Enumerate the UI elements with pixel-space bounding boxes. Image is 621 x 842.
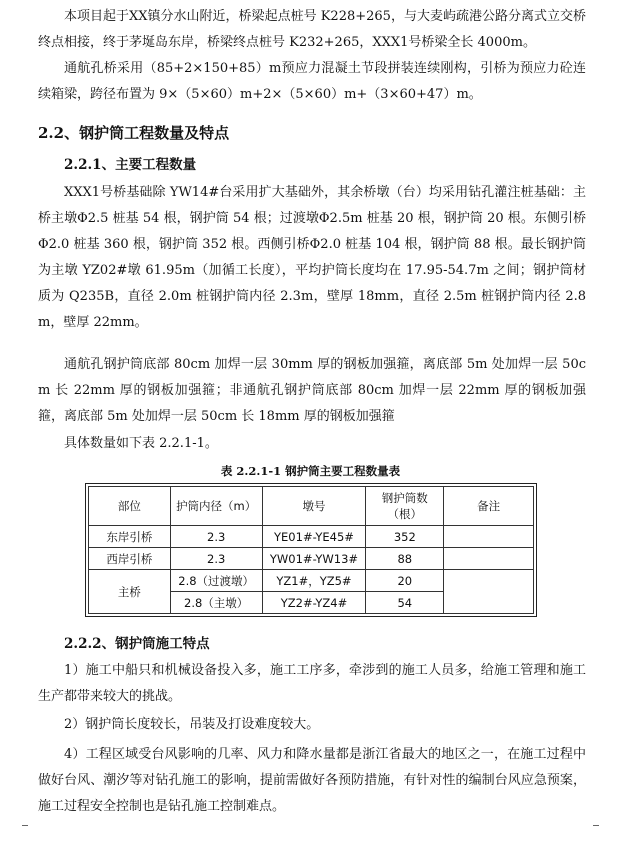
cell-note	[444, 570, 534, 614]
cell-pier: YZ1#，YZ5#	[262, 570, 366, 592]
cell-part: 东岸引桥	[89, 526, 171, 548]
table-row	[89, 570, 534, 592]
quantity-paragraph: XXX1号桥基础除 YW14#台采用扩大基础外，其余桥墩（台）均采用钻孔灌注桩基础：主桥主墩Φ2.5 桩基 54 根，钢护筒 54 根；过渡墩Φ2.5m 桩基 20 根，钢护筒 20 根。东侧引桥Φ2.0 桩基 360 根，钢护筒 352 根。西侧引桥Φ2.0 桩基 104 根，钢护筒 88 根。最长钢护筒为主墩 YZ02#墩 61.95m（加循工长度），平均护筒长度均在 17.95-54.7m 之间；钢护筒材质为 Q235B，直径 2.0m 桩钢护筒内径 2.3m，壁厚 18mm，直径 2.5m 桩钢护筒内径 2.8m，壁厚 22mm。	[38, 185, 586, 330]
intro-paragraph-1: 本项目起于XX镇分水山附近，桥梁起点桩号 K228+265，与大麦屿疏港公路分离式立交桥终点相接，终于茅埏岛东岸，桥梁终点桩号 K232+265，XXX1号桥梁全长 4000m。	[38, 9, 586, 50]
header-pier: 墩号	[262, 487, 366, 526]
cell-diameter: 2.3	[170, 526, 262, 548]
cell-diameter: 2.8（主墩）	[170, 592, 262, 614]
table-row	[89, 526, 534, 548]
cell-part: 西岸引桥	[89, 548, 171, 570]
cell-count: 352	[366, 526, 444, 548]
feature-item-1: 1）施工中船只和机械设备投入多，施工工序多，牵涉到的施工人员多，给施工管理和施工生产都带来较大的挑战。	[38, 663, 586, 704]
reinforcement-paragraph: 通航孔钢护筒底部 80cm 加焊一层 30mm 厚的钢板加强箍，离底部 5m 处加焊一层 50cm 长 22mm 厚的钢板加强箍；非通航孔钢护筒底部 80cm 加焊一层 22mm 厚的钢板加强箍，离底部 5m 处加焊一层 50cm 长 18mm 厚的钢板加强箍	[38, 357, 586, 424]
cell-count: 88	[366, 548, 444, 570]
table-row	[89, 548, 534, 570]
header-diameter: 护筒内径（m）	[170, 487, 262, 526]
table-reference-paragraph: 具体数量如下表 2.2.1-1。	[64, 436, 218, 451]
cell-diameter: 2.3	[170, 548, 262, 570]
cell-count: 20	[366, 570, 444, 592]
feature-item-4: 4）工程区域受台风影响的几率、风力和降水量都是浙江省最大的地区之一，在施工过程中做好台风、潮汐等对钻孔施工的影响，提前需做好各预防措施，有针对性的编制台风应急预案，施工过程安全控制也是钻孔施工控制难点。	[38, 747, 586, 814]
table-caption: 表 2.2.1-1 钢护筒主要工程数量表	[220, 464, 401, 478]
cell-pier: YE01#-YE45#	[262, 526, 366, 548]
cell-diameter: 2.8（过渡墩）	[170, 570, 262, 592]
cell-note	[444, 548, 534, 570]
subsection-heading-2-2-2: 2.2.2、钢护筒施工特点	[64, 636, 210, 652]
header-part: 部位	[89, 487, 171, 526]
feature-item-2: 2）钢护筒长度较长，吊装及打设难度较大。	[64, 717, 320, 732]
casing-quantity-table	[88, 486, 534, 614]
table-header-row	[89, 487, 534, 526]
header-count: 钢护筒数（根）	[366, 487, 444, 526]
page-corner-mark	[22, 825, 28, 832]
header-note: 备注	[444, 487, 534, 526]
cell-count: 54	[366, 592, 444, 614]
cell-pier: YW01#-YW13#	[262, 548, 366, 570]
cell-note	[444, 526, 534, 548]
subsection-heading-2-2-1: 2.2.1、主要工程数量	[64, 157, 197, 173]
cell-part: 主桥	[89, 570, 171, 614]
page-corner-mark	[593, 825, 599, 832]
intro-paragraph-2: 通航孔桥采用（85+2×150+85）m预应力混凝土节段拼装连续刚构，引桥为预应力砼连续箱梁，跨径布置为 9×（5×60）m+2×（5×60）m+（3×60+47）m。	[38, 61, 586, 102]
cell-pier: YZ2#-YZ4#	[262, 592, 366, 614]
section-heading-2-2: 2.2、钢护筒工程数量及特点	[38, 124, 230, 142]
